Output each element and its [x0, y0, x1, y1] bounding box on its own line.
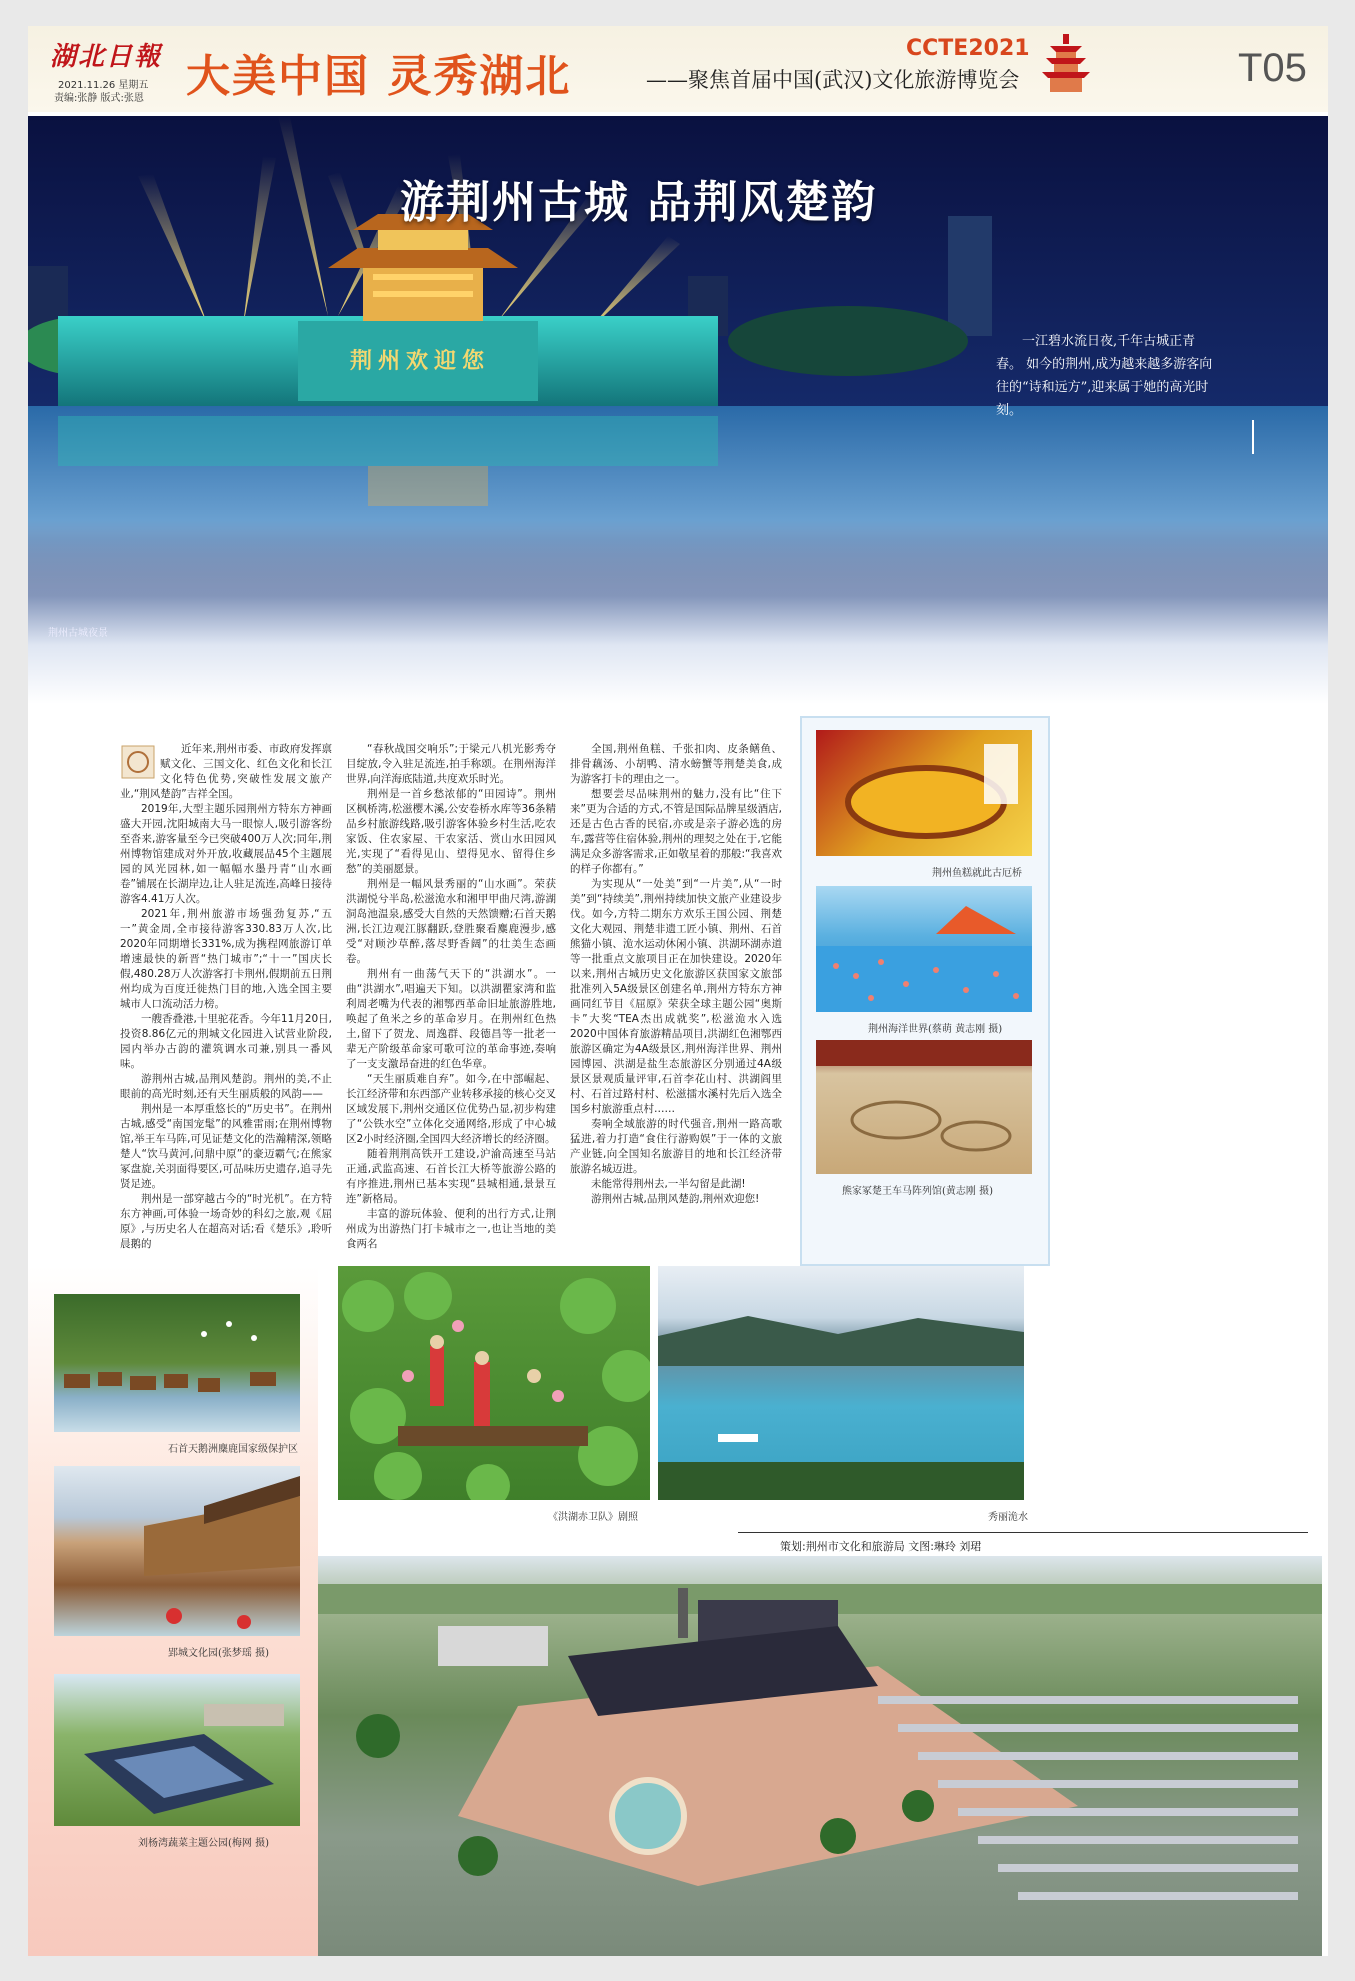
article-paragraph: 荆州有一曲荡气天下的“洪湖水”。一曲“洪湖水”,唱遍天下知。以洪湖瞿家湾和监利周老嘴为代表的湘鄂西革命旧址旅游胜地,唤起了鱼米之乡的革命岁月。在荆州红色热土,留下了贺龙、周逸群、段德昌等一批老一辈无产阶级革命家可歌可泣的革命事迹,奏响了一支支激昂奋进的红色华章。	[346, 968, 556, 1070]
article-paragraph: “春秋战国交响乐”;于梁元八机光影秀夺目绽放,令入驻足流连,拍手称颂。在荆州海洋世界,向洋海底陆道,共度欢乐时光。	[346, 743, 556, 785]
article-paragraph: 2019年,大型主题乐园荆州方特东方神画盛大开园,沈阳城南大马一眼惊人,吸引游客纷至沓来,游客量至今已突破400万人次;同年,荆州博物馆建成对外开放,收藏展品45个主题展园的风光园林,如一幅幅水墨丹青“山水画卷”铺展在长湖岸边,让人驻足流连,高峰日接待游客4.41万人次。	[120, 803, 332, 905]
article-column-1	[120, 742, 332, 1252]
caption-deer-reserve: 石首天鹅洲麋鹿国家级保护区	[168, 1444, 298, 1455]
article-paragraph: 2021年,荆州旅游市场强劲复苏,“五一”黄金周,全市接待游客330.83万人次,比2020年同期增长331%,成为携程网旅游订单增速最快的新晋“热门城市”;“十一”国庆长假,480.28万人次游客打卡荆州,假期前五日荆州均成为百度迁徙热门目的地,入选全国主要城市人口流动活力榜。	[120, 908, 332, 1010]
caption-honghu-opera: 《洪湖赤卫队》剧照	[548, 1512, 638, 1523]
intro-paragraph: 一江碧水流日夜,千年古城正青春。 如今的荆州,成为越来越多游客向往的“诗和远方”,迎来属于她的高光时刻。	[996, 334, 1213, 418]
article-paragraph: 为实现从“一处美”到“一片美”,从“一时美”到“持续美”,荆州持续加快文旅产业建设步伐。如今,方特二期东方欢乐王国公园、荆楚文化大观园、荆楚非遗工匠小镇、荆州、石首熊猫小镇、洈水运动休闲小镇、洪湖环湖赤道等一批重点文旅项目正在加快建设。2020年以来,荆州古城历史文化旅游区获国家文旅部批准列入5A级景区创建名单,荆州方特东方神画同红节目《屈原》荣获全球主题公园“奥斯卡”大奖“TEA杰出成就奖”,松滋洈水入选2020中国体育旅游精品项目,洪湖红色湘鄂西旅游区确定为4A级景区,荆州海洋世界、荆州园博园、洪湖是盐生态旅游区分别通过4A级景区景观质量评审,石首李花山村、洪湖阎里村、石首过路村村、松滋擂水溪村先后入选全国乡村旅游重点村……	[570, 878, 782, 1115]
caption-vegetable-park: 刘杨湾蔬菜主题公园(梅网 摄)	[138, 1838, 269, 1849]
editors-line: 责编:张静 版式:张恩	[54, 93, 144, 104]
page-number: T05	[1238, 46, 1307, 90]
photo-fish-cake	[816, 730, 1032, 856]
side-photo-panel	[800, 716, 1050, 1266]
photo-weishui-lake	[658, 1266, 1024, 1500]
issue-date: 2021.11.26 星期五	[58, 80, 149, 91]
intro-divider	[1252, 420, 1254, 454]
masthead	[28, 26, 1328, 112]
newspaper-page	[28, 26, 1328, 1956]
article-paragraph: 未能常得荆州去,一半勾留是此湖!	[591, 1178, 746, 1190]
photo-vegetable-park	[54, 1674, 300, 1826]
article-paragraph: 荆州是一本厚重悠长的“历史书”。在荆州古城,感受“南国宠髦”的风雅雷雨;在荆州博物馆,举王车马阵,可见证楚文化的浩瀚精深,领略楚人“饮马黄河,问鼎中原”的豪迈霸气;在熊家冢盘旋,关羽面得要区,可品味历史遗存,追寻先贤足迹。	[120, 1103, 332, 1190]
newspaper-logo: 湖北日報	[50, 42, 163, 72]
section-headline: 大美中国 灵秀湖北	[186, 51, 572, 102]
article-paragraph: 丰富的游玩体验、便利的出行方式,让荆州成为出游热门打卡城市之一,也让当地的美食两名	[346, 1208, 556, 1250]
article-paragraph: 荆州是一首乡愁浓郁的“田园诗”。荆州区枫桥湾,松滋樱木溪,公安卷桥水库等36条精品乡村旅游线路,吸引游客体验乡村生活,吃农家饭、住农家屋、干农家活、赏山水田园风光,实现了“看得见山、望得见水、留得住乡愁”的美丽愿景。	[346, 788, 556, 875]
caption-chariot-pit: 熊家冢楚王车马阵列馆(黄志刚 摄)	[842, 1186, 993, 1197]
article-paragraph: 荆州是一部穿越古今的“时光机”。在方特东方神画,可体验一场奇妙的科幻之旅,观《屈原》,与历史名人在超高对话;看《楚乐》,聆听晨鹅的	[120, 1193, 332, 1250]
article-paragraph: 荆州是一幅风景秀丽的“山水画”。荣获洪湖悦兮半岛,松滋洈水和湘甲甲曲尺湾,游湖洞岛池温泉,感受大自然的天然馈赠;石首天鹅洲,长江边观江豚翻跃,登胜聚看麋鹿漫步,感受“对顾沙草醉,落尽野香阔”的壮美生态画卷。	[346, 878, 556, 965]
photo-yingcheng-park	[54, 1466, 300, 1636]
article-paragraph: 想要尝尽品味荆州的魅力,没有比“住下来”更为合适的方式,不管是国际品牌星级酒店,还是古色古香的民宿,亦或是亲子游必选的房车,露营等住宿体验,荆州的理契之处在于,它能满足众多游客需求,正如敬星着的那般:“我喜欢的样子你都有。”	[570, 788, 782, 875]
article-paragraph: 随着荆荆高铁开工建设,沪渝高速至马站正通,武监高速、石首长江大桥等旅游公路的有序推进,荆州已基本实现“县城相通,景景互连”新格局。	[346, 1148, 556, 1205]
caption-ocean-world: 荆州海洋世界(蔡萌 黄志刚 摄)	[868, 1024, 1003, 1035]
expo-badge: CCTE2021	[906, 36, 1030, 61]
gate-plaque: 荆州欢迎您	[349, 348, 491, 374]
caption-yingcheng-park: 郢城文化园(张梦瑶 摄)	[168, 1648, 269, 1659]
section-subhead: ——聚焦首届中国(武汉)文化旅游博览会	[646, 68, 1020, 92]
credit-rule	[738, 1532, 1308, 1533]
photo-chariot-pit	[816, 1040, 1032, 1174]
caption-fish-cake: 荆州鱼糕就此古厄桥	[932, 868, 1022, 879]
article-paragraph: 一艘香叠港,十里驼花香。今年11月20日,投资8.86亿元的荆城文化园进入试营业阶段,园内举办古韵的灌筑调水司兼,别具一番风味。	[120, 1013, 332, 1070]
photo-honghu-opera	[338, 1266, 650, 1500]
article-paragraph: 游荆州古城,品荆风楚韵。荆州的美,不止眼前的高光时刻,还有天生丽质般的风韵——	[120, 1073, 332, 1100]
article-paragraph: 全国,荆州鱼糕、千张扣肉、皮条鳝鱼、排骨藕汤、小胡鸭、清水螃蟹等荆楚美食,成为游客打卡的理由之一。	[570, 743, 782, 785]
photo-deer-reserve	[54, 1294, 300, 1432]
article-paragraph: 近年来,荆州市委、市政府发挥禀赋文化、三国文化、红色文化和长江文化特色优势,突破性发展文旅产业,“荆风楚韵”吉祥全国。	[120, 743, 332, 800]
hero-title: 游荆州古城 品荆风楚韵	[400, 177, 878, 228]
dropcap-ornament-icon	[120, 744, 156, 780]
hero-photo-night-city-gate	[28, 116, 1328, 704]
article-paragraph: 奏响全域旅游的时代强音,荆州一路高歌猛进,着力打造“食住行游购娱”于一体的文旅产业链,向全国知名旅游目的地和长江经济带旅游名城迈进。	[570, 1118, 782, 1175]
hero-caption: 荆州古城夜景	[48, 628, 108, 639]
article-paragraph: “天生丽质难自弃”。如今,在中部崛起、长江经济带和东西部产业转移承接的核心交叉区域发展下,荆州交通区位优势凸显,初步构建了“公铁水空”立体化交通网络,形成了中心城区2小时经济圈,全国四大经济增长的经济圈。	[346, 1073, 556, 1145]
pagoda-tower-icon	[1036, 32, 1096, 94]
caption-weishui-lake: 秀丽洈水	[988, 1512, 1028, 1523]
article-paragraph: 游荆州古城,品荆风楚韵,荆州欢迎您!	[591, 1193, 760, 1205]
planning-credit: 策划:荆州市文化和旅游局 文图:琳玲 刘珺	[780, 1540, 982, 1553]
article-column-3	[570, 742, 782, 1207]
photo-ocean-world	[816, 886, 1032, 1012]
article-column-2	[346, 742, 556, 1252]
photo-aerial-culture-park	[318, 1556, 1322, 1956]
